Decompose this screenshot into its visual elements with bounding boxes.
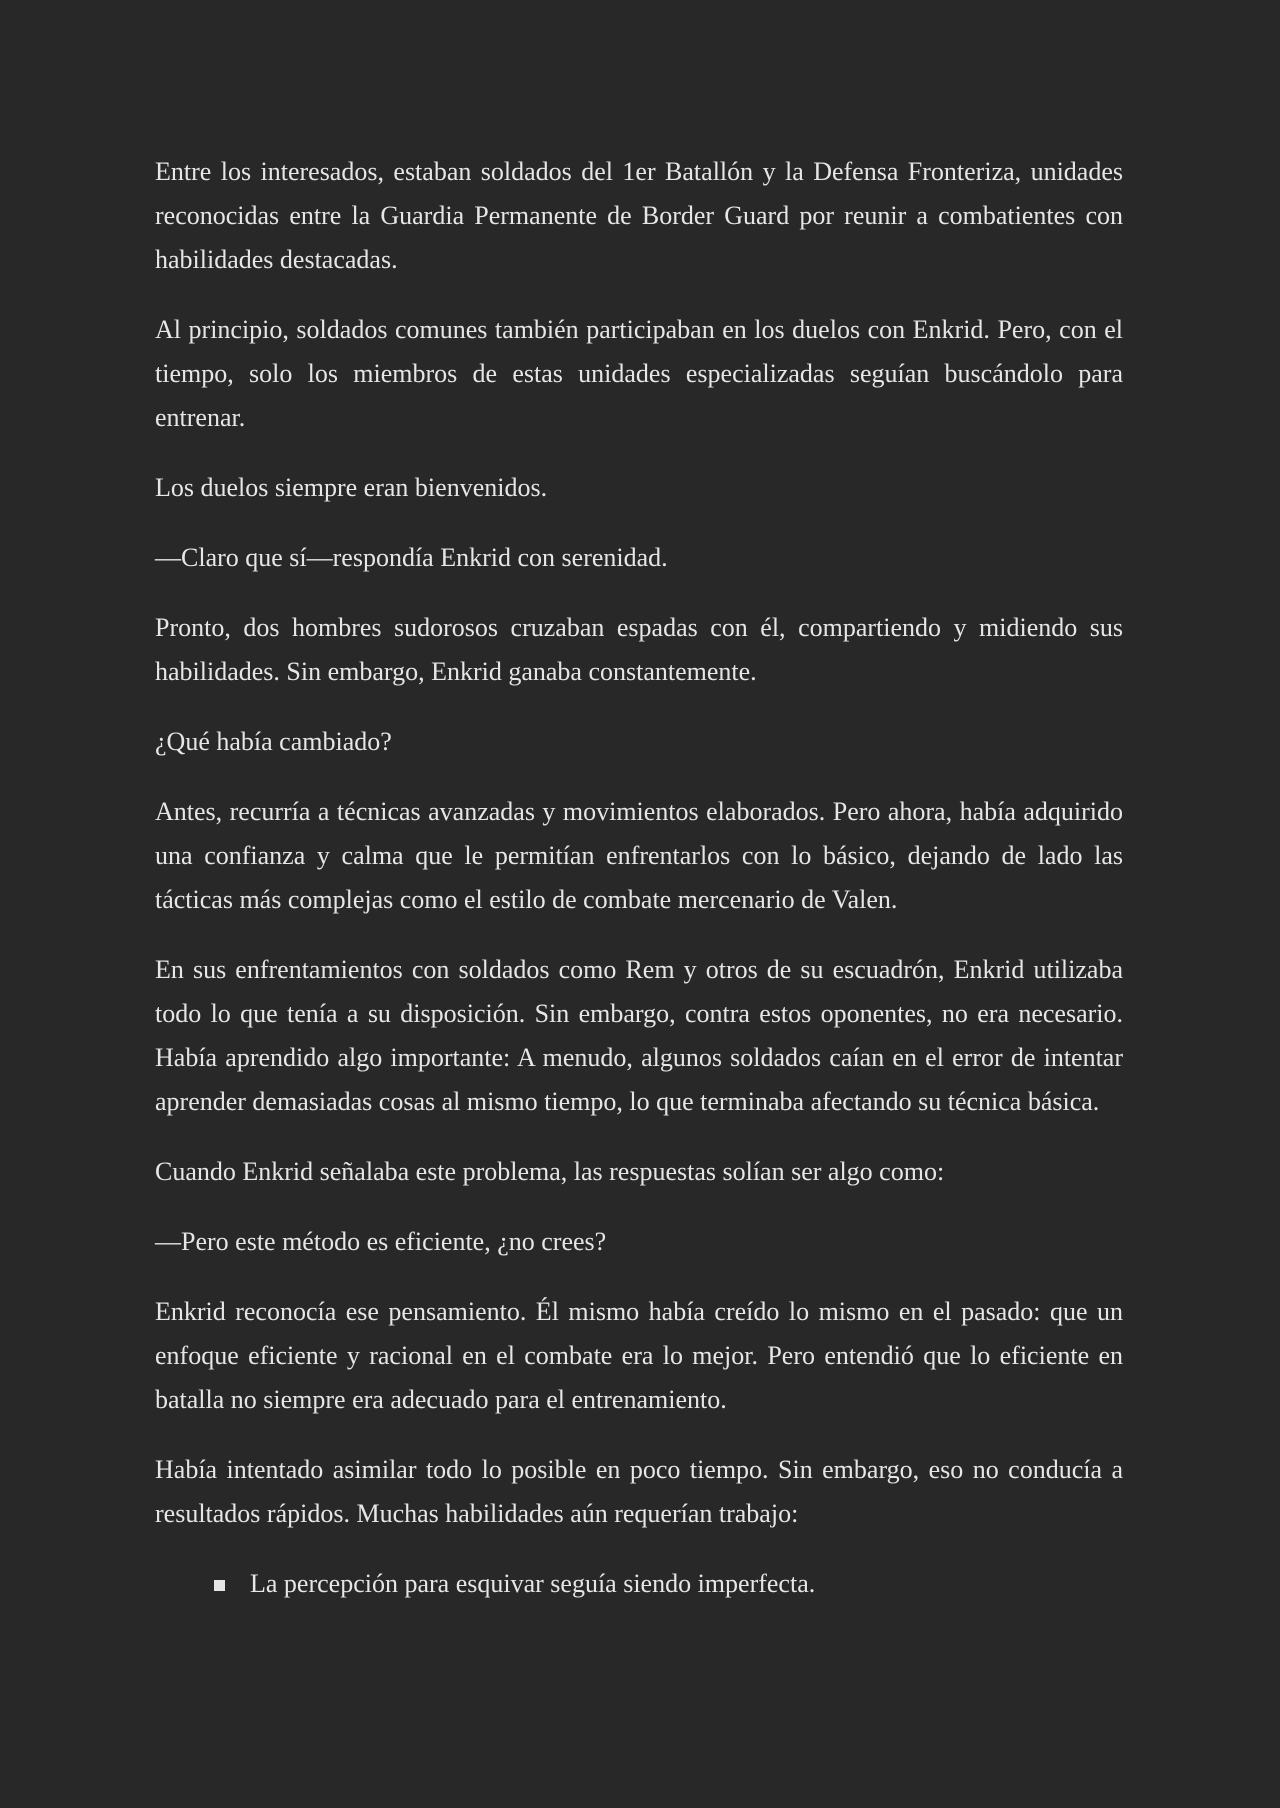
square-bullet-icon [214, 1580, 225, 1591]
paragraph: Entre los interesados, estaban soldados del 1er Batallón y la Defensa Fronteriza, unidades reconocidas entre la Guardia Permanente de Border Guard por reunir a combatientes con habilidades destacadas. [155, 157, 1123, 274]
paragraph: Enkrid reconocía ese pensamiento. Él mismo había creído lo mismo en el pasado: que un enfoque eficiente y racional en el combate era lo mejor. Pero entendió que lo eficiente en batalla no siempre era adecuado para el entrenamiento. [155, 1297, 1123, 1414]
paragraph: En sus enfrentamientos con soldados como Rem y otros de su escuadrón, Enkrid utilizaba todo lo que tenía a su disposición. Sin embargo, contra estos oponentes, no era necesario. Había aprendido algo importante: A menudo, algunos soldados caían en el error de intentar aprender demasiadas cosas al mismo tiempo, lo que terminaba afectando su técnica básica. [155, 955, 1123, 1116]
paragraph: Pronto, dos hombres sudorosos cruzaban espadas con él, compartiendo y midiendo sus habilidades. Sin embargo, Enkrid ganaba constantemente. [155, 613, 1123, 686]
paragraph: —Pero este método es eficiente, ¿no crees? [155, 1227, 607, 1256]
paragraph: —Claro que sí—respondía Enkrid con serenidad. [155, 543, 668, 572]
bullet-list [155, 1562, 1123, 1606]
reader-page [155, 150, 1123, 1606]
paragraph: Había intentado asimilar todo lo posible en poco tiempo. Sin embargo, eso no conducía a resultados rápidos. Muchas habilidades aún requerían trabajo: [155, 1455, 1123, 1528]
paragraph: Los duelos siempre eran bienvenidos. [155, 473, 548, 502]
paragraph: Cuando Enkrid señalaba este problema, las respuestas solían ser algo como: [155, 1157, 945, 1186]
paragraph: Antes, recurría a técnicas avanzadas y movimientos elaborados. Pero ahora, había adquirido una confianza y calma que le permitían enfrentarlos con lo básico, dejando de lado las tácticas más complejas como el estilo de combate mercenario de Valen. [155, 797, 1123, 914]
paragraph: ¿Qué había cambiado? [155, 727, 392, 756]
list-item [250, 1562, 1123, 1606]
paragraph: Al principio, soldados comunes también participaban en los duelos con Enkrid. Pero, con el tiempo, solo los miembros de estas unidades especializadas seguían buscándolo para entrenar. [155, 315, 1123, 432]
list-item-text: La percepción para esquivar seguía siendo imperfecta. [250, 1569, 816, 1598]
